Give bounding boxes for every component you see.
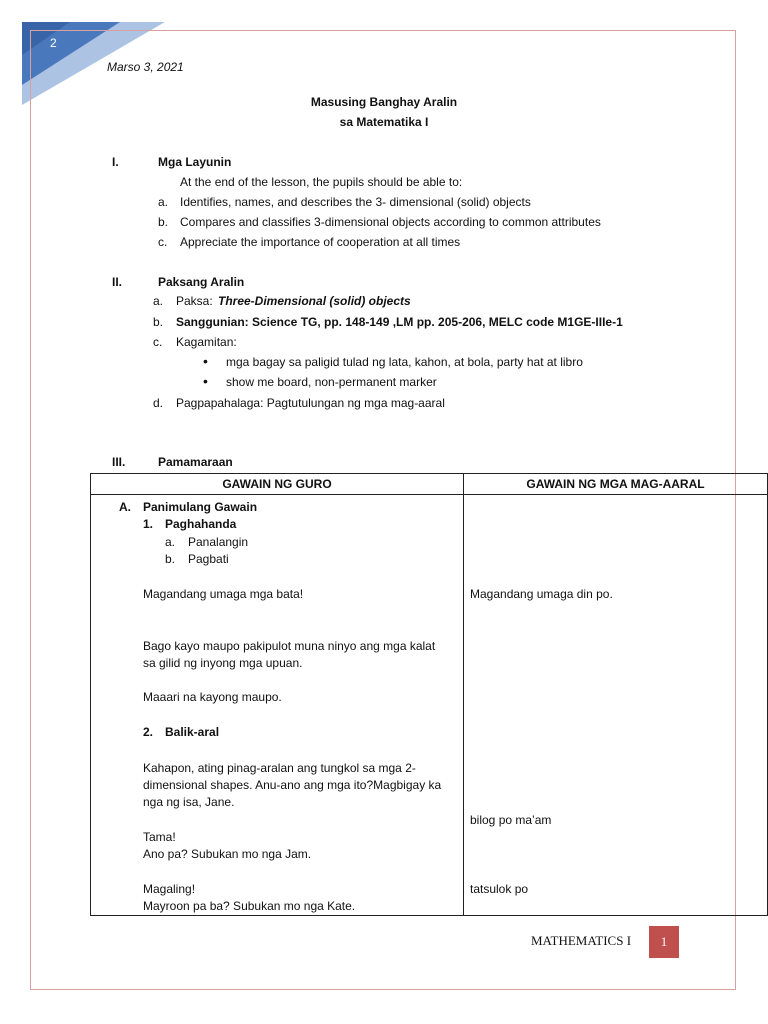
teacher-pickup-2: sa gilid ng inyong mga upuan. <box>143 656 303 670</box>
teacher-kate: Mayroon pa ba? Subukan mo nga Kate. <box>143 899 356 913</box>
section1-roman: I. <box>112 155 119 169</box>
student-bilog: bilog po ma’am <box>470 813 552 827</box>
corner-page-number: 2 <box>50 36 57 50</box>
col-header-student: GAWAIN NG MGA MAG-AARAL <box>464 474 768 495</box>
bullet-icon: • <box>203 373 208 389</box>
section1-item-b: Compares and classifies 3-dimensional objects according to common attributes <box>180 215 601 229</box>
kagamitan: Kagamitan: <box>176 335 237 349</box>
paksa-value: Three-Dimensional (solid) objects <box>218 294 411 308</box>
section2-letter-a: a. <box>153 294 164 308</box>
student-greeting: Magandang umaga din po. <box>470 587 613 601</box>
document-title: Masusing Banghay Aralin <box>310 95 458 109</box>
section2-letter-b: b. <box>153 315 164 329</box>
teacher-pickup-1: Bago kayo maupo pakipulot muna ninyo ang mga kalat <box>143 639 436 653</box>
teacher-greeting: Magandang umaga mga bata! <box>143 587 304 601</box>
section1-heading: Mga Layunin <box>158 155 232 169</box>
teacher-sit: Maaari na kayong maupo. <box>143 690 282 704</box>
kagamitan-bullet-2: show me board, non-permanent marker <box>226 375 437 389</box>
section2-roman: II. <box>112 275 123 289</box>
paksa-label: Paksa: <box>176 294 213 308</box>
teacher-jam: Ano pa? Subukan mo nga Jam. <box>143 847 312 861</box>
teacher-review-3: nga ng isa, Jane. <box>143 795 235 809</box>
section-a-title: Panimulang Gawain <box>143 500 258 514</box>
lesson-date: Marso 3, 2021 <box>107 60 184 74</box>
section3-heading: Pamamaraan <box>158 455 233 469</box>
section2-letter-c: c. <box>153 335 163 349</box>
sub-a: Panalangin <box>188 535 249 549</box>
footer-page-number: 1 <box>649 926 679 958</box>
pagpapahalaga: Pagpapahalaga: Pagtutulungan ng mga mag-aaral <box>176 396 445 410</box>
kagamitan-bullet-1: mga bagay sa paligid tulad ng lata, kahon, at bola, party hat at libro <box>226 355 583 369</box>
teacher-review-1: Kahapon, ating pinag-aralan ang tungkol sa mga 2- <box>143 761 416 775</box>
section1-item-a-letter: a. <box>158 195 169 209</box>
step-1-title: Paghahanda <box>165 517 237 531</box>
step-2-num: 2. <box>143 725 154 739</box>
teacher-magaling: Magaling! <box>143 882 196 896</box>
sub-b: Pagbati <box>188 552 229 566</box>
step-2-title: Balik-aral <box>165 725 220 739</box>
teacher-tama: Tama! <box>143 830 176 844</box>
sub-a-letter: a. <box>165 535 176 549</box>
step-1-num: 1. <box>143 517 154 531</box>
section1-item-c-letter: c. <box>158 235 168 249</box>
student-tatsulok: tatsulok po <box>470 882 529 896</box>
sub-b-letter: b. <box>165 552 176 566</box>
section1-item-a: Identifies, names, and describes the 3- dimensional (solid) objects <box>180 195 531 209</box>
student-column <box>464 495 768 916</box>
col-header-teacher: GAWAIN NG GURO <box>91 474 464 495</box>
section1-item-c: Appreciate the importance of cooperation at all times <box>180 235 461 249</box>
section1-intro: At the end of the lesson, the pupils should be able to: <box>180 175 463 189</box>
section1-item-b-letter: b. <box>158 215 169 229</box>
sanggunian: Sanggunian: Science TG, pp. 148-149 ,LM pp. 205-206, MELC code M1GE-IIIe-1 <box>176 315 623 329</box>
section3-roman: III. <box>112 455 126 469</box>
section-a-letter: A. <box>119 500 131 514</box>
section2-heading: Paksang Aralin <box>158 275 245 289</box>
teacher-review-2: dimensional shapes. Anu-ano ang mga ito?Magbigay ka <box>143 778 442 792</box>
teacher-column <box>91 495 464 916</box>
section2-letter-d: d. <box>153 396 164 410</box>
document-subtitle: sa Matematika I <box>339 115 429 129</box>
footer-subject: MATHEMATICS I <box>531 933 632 948</box>
bullet-icon: • <box>203 353 208 369</box>
procedure-table <box>90 473 768 916</box>
